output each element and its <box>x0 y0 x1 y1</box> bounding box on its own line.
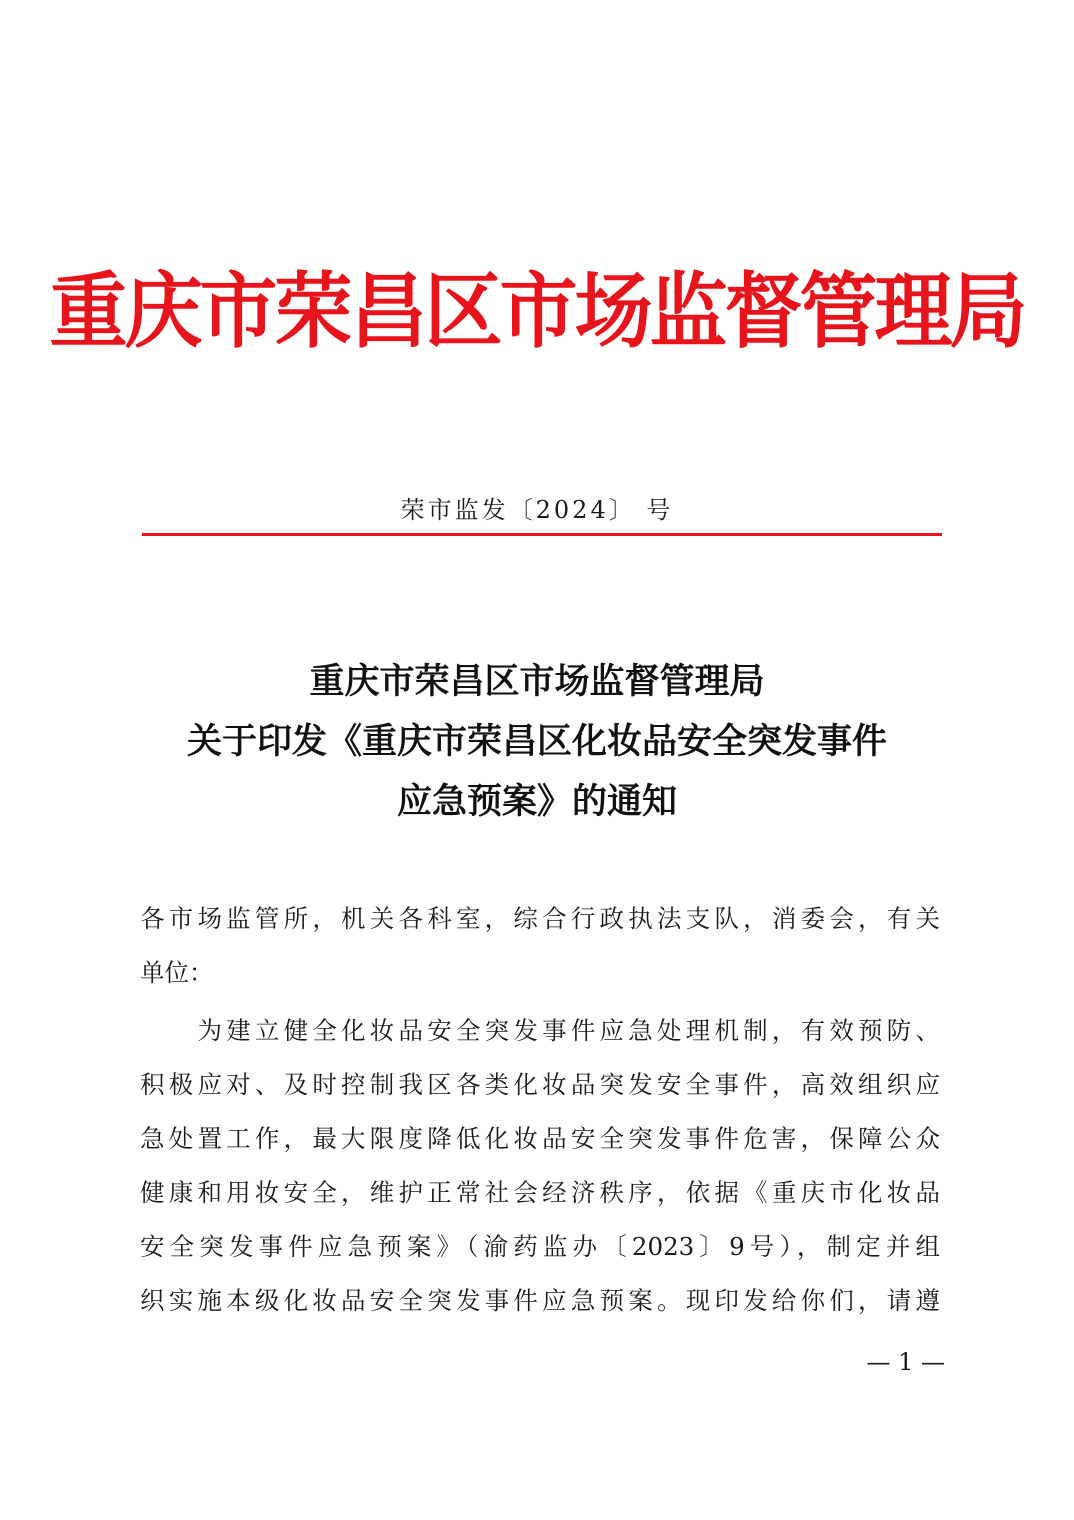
paragraph-line: 健康和用妆安全，维护正常社会经济秩序，依据《重庆市化妆品 <box>140 1178 940 1207</box>
document-title <box>0 652 1074 832</box>
paragraph-line: 积极应对、及时控制我区各类化妆品突发安全事件，高效组织应 <box>140 1070 940 1099</box>
title-line: 重庆市荣昌区市场监督管理局 <box>309 661 765 702</box>
title-line: 关于印发《重庆市荣昌区化妆品安全突发事件 <box>186 721 887 762</box>
paragraph-line: 织实施本级化妆品安全突发事件应急预案。现印发给你们，请遵 <box>140 1286 940 1315</box>
title-line: 应急预案》的通知 <box>396 781 677 822</box>
document-number: 荣市监发〔2024〕 号 <box>400 496 674 524</box>
salutation-line: 单位： <box>140 958 214 987</box>
paragraph-line: 急处置工作，最大限度降低化妆品安全突发事件危害，保障公众 <box>140 1124 940 1153</box>
salutation <box>140 892 940 1000</box>
issuing-organization-header: 重庆市荣昌区市场监督管理局 <box>49 263 1025 360</box>
page-number: — 1 — <box>866 1348 945 1376</box>
salutation-line: 各市场监管所，机关各科室，综合行政执法支队，消委会，有关 <box>140 904 940 933</box>
paragraph-line: 为建立健全化妆品安全突发事件应急处理机制，有效预防、 <box>140 1016 940 1045</box>
red-divider-line <box>142 533 942 536</box>
paragraph-line: 安全突发事件应急预案》（渝药监办〔2023〕9号），制定并组 <box>140 1232 940 1261</box>
body-paragraph <box>140 1004 940 1328</box>
